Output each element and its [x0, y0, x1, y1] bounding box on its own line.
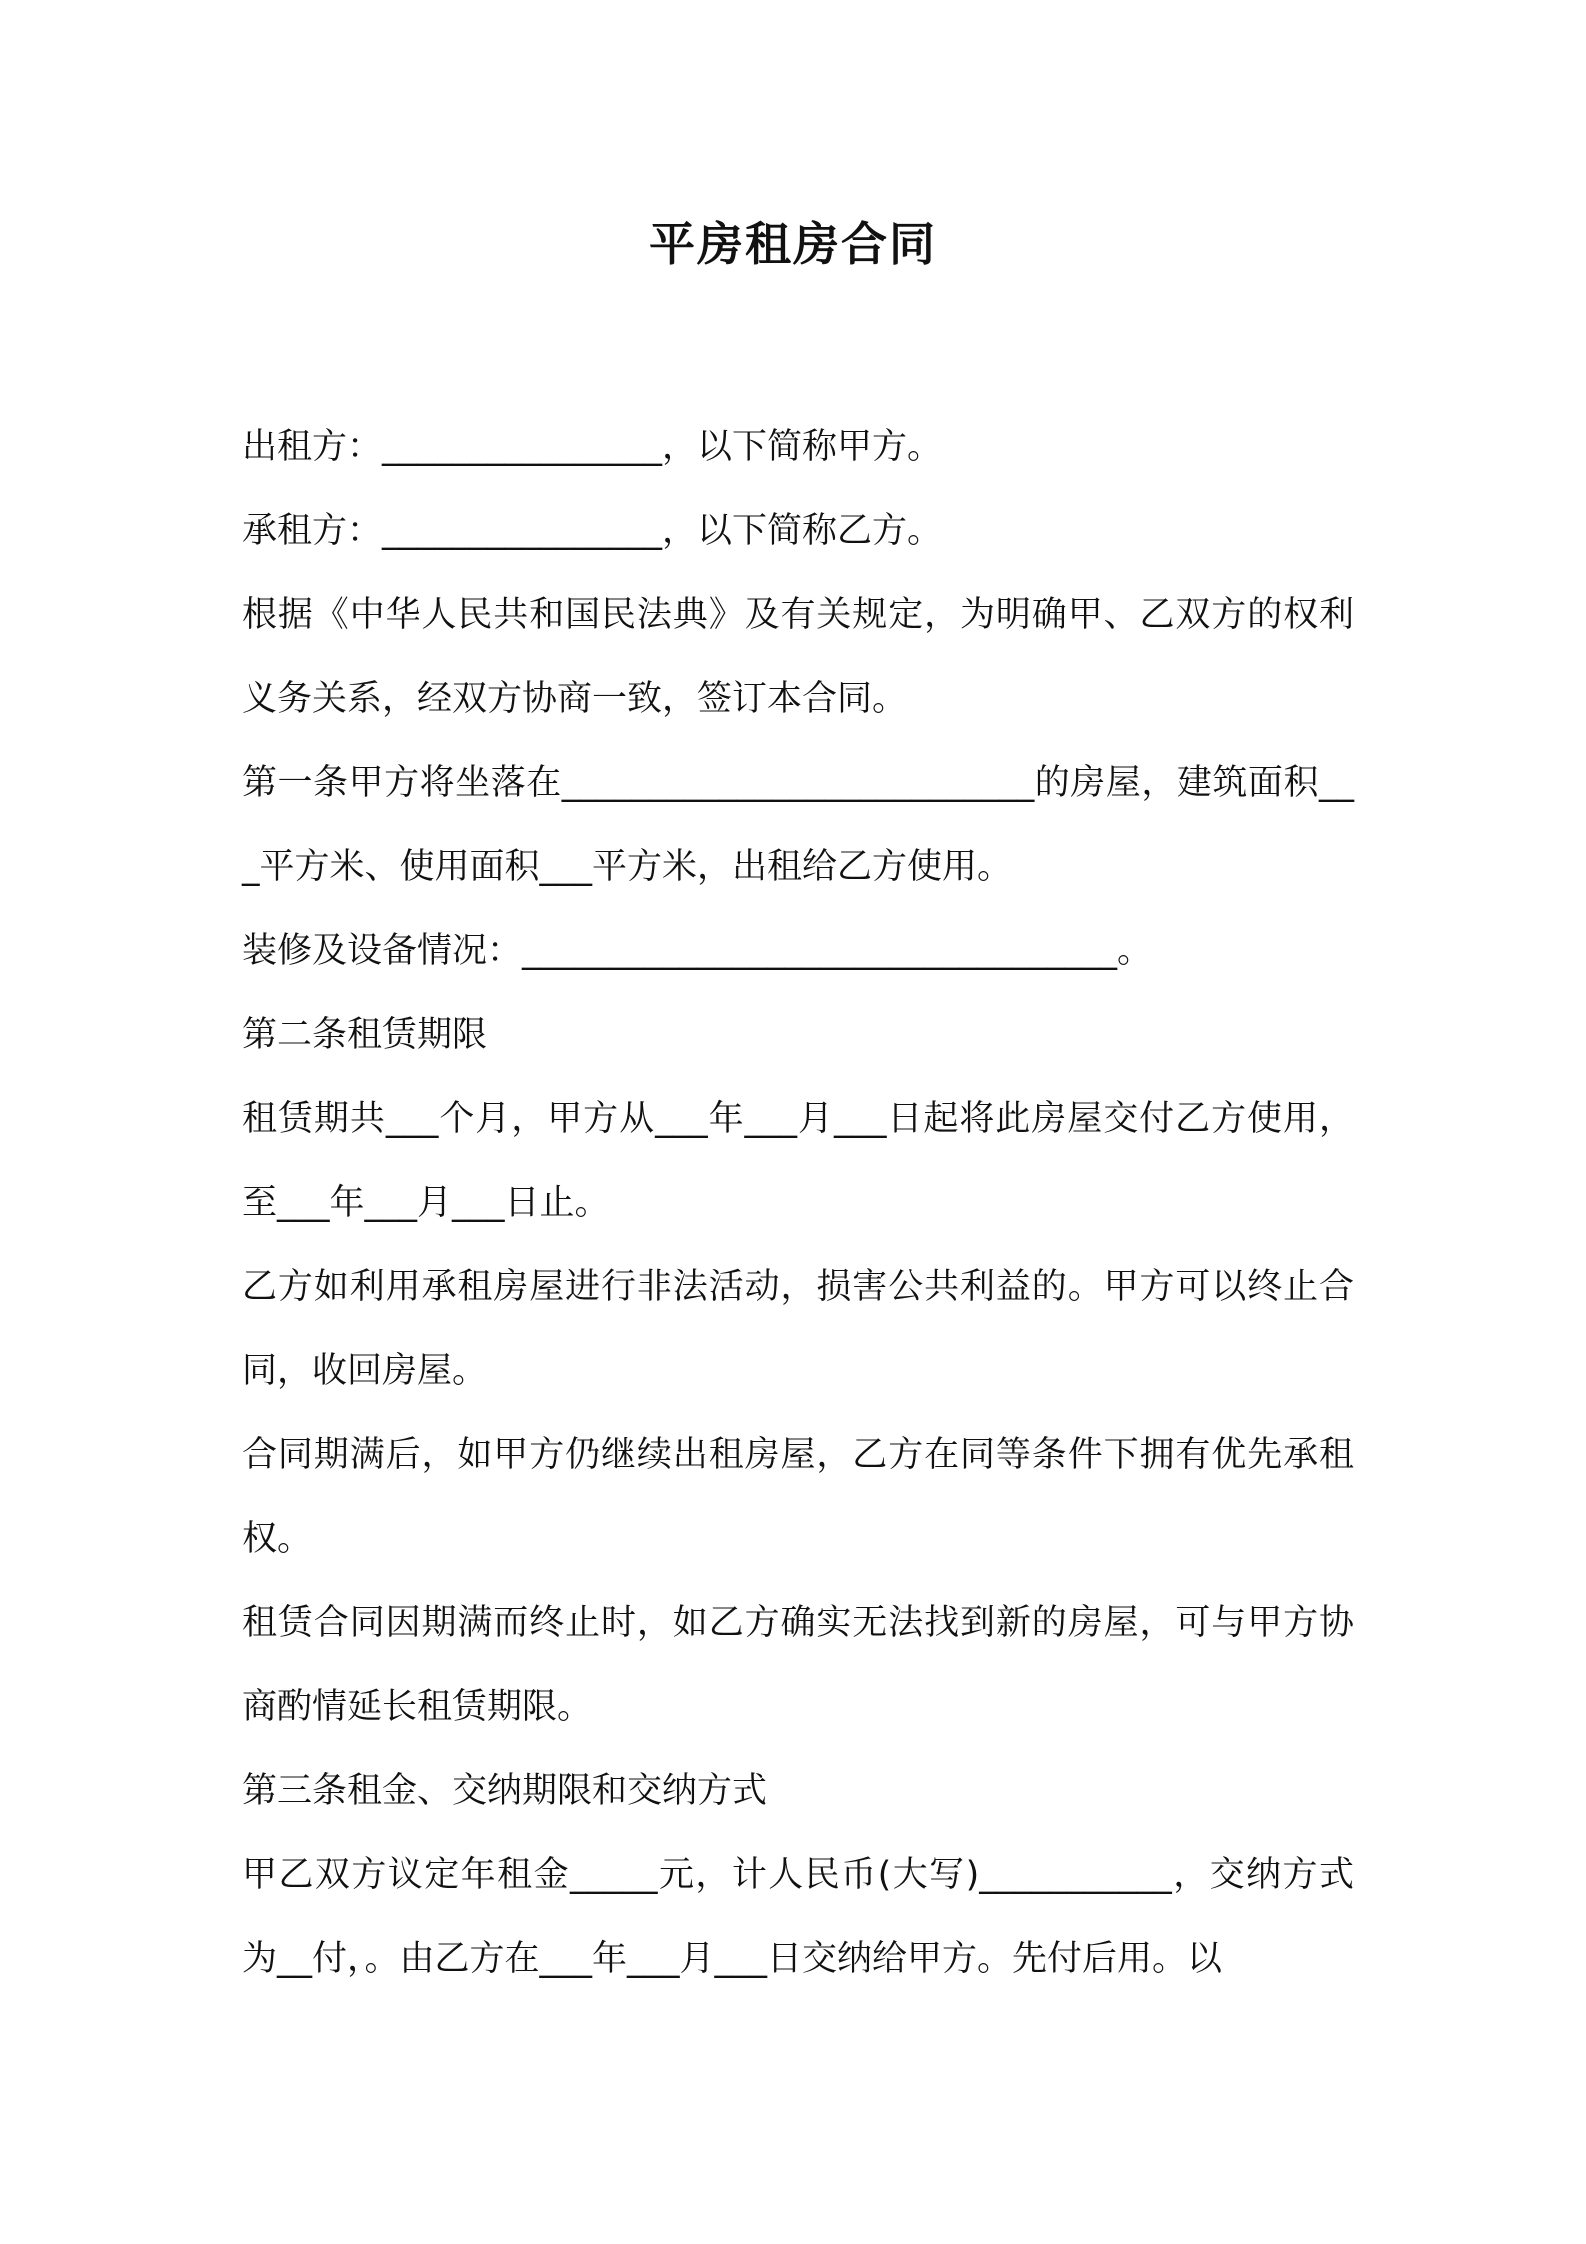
preamble-paragraph: 根据《中华人民共和国民法典》及有关规定，为明确甲、乙双方的权利义务关系，经双方协商一致，签订本合同。	[242, 595, 1354, 719]
decoration-equipment-line: 装修及设备情况：__________________________________。	[242, 931, 1153, 971]
extension-paragraph: 租赁合同因期满而终止时，如乙方确实无法找到新的房屋，可与甲方协商酌情延长租赁期限。	[242, 1603, 1354, 1727]
illegal-activity-paragraph: 乙方如利用承租房屋进行非法活动，损害公共利益的。甲方可以终止合同，收回房屋。	[242, 1267, 1354, 1391]
lessee-line: 承租方：________________，以下简称乙方。	[242, 511, 943, 551]
document-title: 平房租房合同	[649, 217, 937, 271]
article-1-paragraph: 第一条甲方将坐落在___________________________的房屋，建筑面积___平方米、使用面积___平方米，出租给乙方使用。	[242, 763, 1354, 887]
renewal-priority-paragraph: 合同期满后，如甲方仍继续出租房屋，乙方在同等条件下拥有优先承租权。	[242, 1435, 1354, 1559]
article-2-heading: 第二条租赁期限	[242, 1015, 488, 1055]
lease-term-paragraph: 租赁期共___个月，甲方从___年___月___日起将此房屋交付乙方使用，至___年___月___日止。	[242, 1099, 1354, 1223]
article-3-heading: 第三条租金、交纳期限和交纳方式	[242, 1771, 768, 1811]
lessor-line: 出租方：________________，以下简称甲方。	[242, 427, 943, 467]
document-body	[242, 405, 1354, 2001]
rent-payment-paragraph: 甲乙双方议定年租金_____元，计人民币(大写)___________，交纳方式为__付，。由乙方在___年___月___日交纳给甲方。先付后用。以	[242, 1855, 1354, 1979]
